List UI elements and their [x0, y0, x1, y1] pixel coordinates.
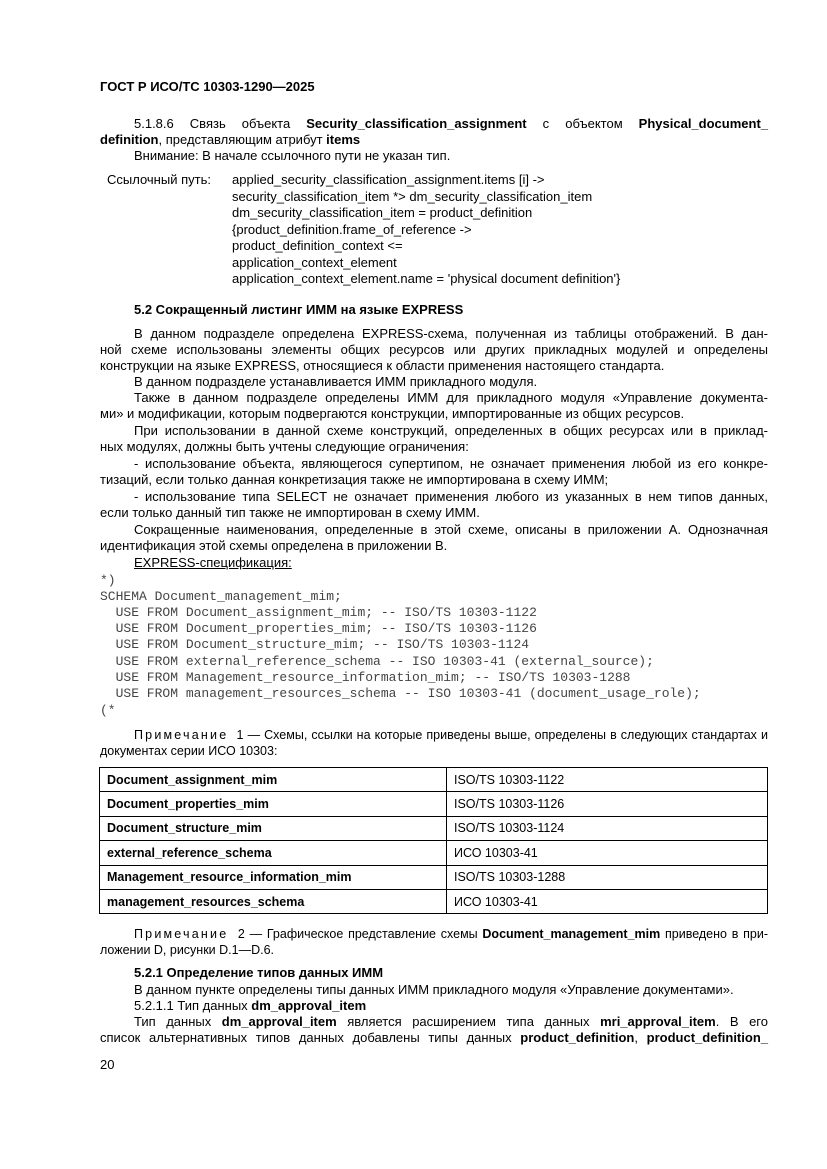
paragraph-line: - использование типа SELECT не означает применения любого из указанных в нем типов данных, — [134, 489, 768, 504]
table-row — [100, 768, 768, 792]
code-line: USE FROM Document_properties_mim; -- ISO/TS 10303-1126 — [100, 621, 537, 636]
section-5-2-heading: 5.2 Сокращенный листинг ИММ на языке EXPRESS — [134, 302, 464, 317]
table-row — [100, 792, 768, 816]
reference-path-line: dm_security_classification_item = product_definition — [232, 205, 533, 220]
paragraph-line: тизаций, если только данная конкретизация также не импортирована в схему ИММ; — [100, 472, 609, 487]
note-1-line1: Примечание 1 — Схемы, ссылки на которые приведены выше, определены в следующих стандартах и — [134, 728, 768, 742]
table-cell-standard: ISO/TS 10303-1288 — [447, 865, 768, 889]
paragraph-line: список альтернативных типов данных добавлены типы данных product_definition, product_definition_ — [100, 1030, 768, 1045]
paragraph-line: Сокращенные наименования, определенные в этой схеме, описаны в приложении А. Однозначная — [134, 522, 768, 537]
clause-5186-line1: 5.1.8.6 Связь объекта Security_classification_assignment с объектом Physical_document_ — [134, 116, 768, 131]
code-line: *) — [100, 573, 116, 588]
paragraph-line: если только данный тип также не импортирован в схему ИММ. — [100, 505, 480, 520]
code-line: (* — [100, 703, 116, 718]
table-cell-schema: external_reference_schema — [100, 841, 447, 865]
express-specification-label: EXPRESS-спецификация: — [134, 555, 292, 570]
table-row — [100, 865, 768, 889]
paragraph-line: В данном пункте определены типы данных ИММ прикладного модуля «Управление документами». — [134, 982, 734, 997]
paragraph-line: Также в данном подразделе определены ИММ для прикладного модуля «Управление документа- — [134, 390, 768, 405]
document-header-title: ГОСТ Р ИСО/ТС 10303-1290—2025 — [100, 79, 315, 94]
reference-path-line: product_definition_context <= — [232, 238, 403, 253]
table-cell-schema: Document_structure_mim — [100, 816, 447, 840]
reference-path-line: application_context_element.name = 'physical document definition'} — [232, 271, 621, 286]
note-2-line2: ложении D, рисунки D.1—D.6. — [100, 943, 275, 957]
table-cell-standard: ИСО 10303-41 — [447, 841, 768, 865]
table-cell-schema: management_resources_schema — [100, 889, 447, 913]
subsection-5-2-1-1-heading: 5.2.1.1 Тип данных dm_approval_item — [134, 998, 367, 1013]
code-line: USE FROM Document_assignment_mim; -- ISO/TS 10303-1122 — [100, 605, 537, 620]
paragraph-line: В данном подразделе устанавливается ИММ прикладного модуля. — [134, 374, 538, 389]
code-line: USE FROM management_resources_schema -- ISO 10303-41 (document_usage_role); — [100, 686, 701, 701]
paragraph-line: ми» и модификации, которым подвергаются конструкции, импортированные из общих ресурсов. — [100, 406, 685, 421]
paragraph-line: При использовании в данной схеме конструкций, определенных в общих ресурсах или в приклад- — [134, 423, 768, 438]
section-5-2-1-heading: 5.2.1 Определение типов данных ИММ — [134, 965, 384, 980]
code-line: USE FROM external_reference_schema -- ISO 10303-41 (external_source); — [100, 654, 654, 669]
table-cell-schema: Document_properties_mim — [100, 792, 447, 816]
paragraph-line: В данном подразделе определена EXPRESS-схема, полученная из таблицы отображений. В дан- — [134, 326, 768, 341]
table-row — [100, 816, 768, 840]
page-number: 20 — [100, 1057, 115, 1072]
paragraph-line: ных модулях, должны быть учтены следующие ограничения: — [100, 439, 469, 454]
table-cell-standard: ISO/TS 10303-1126 — [447, 792, 768, 816]
reference-path-line: {product_definition.frame_of_reference -> — [232, 222, 472, 237]
table-row — [100, 889, 768, 913]
table-cell-standard: ISO/TS 10303-1122 — [447, 768, 768, 792]
clause-5186-line2: definition, представляющим атрибут items — [100, 132, 361, 147]
paragraph-line: Тип данных dm_approval_item является расширением типа данных mri_approval_item. В его — [134, 1014, 768, 1029]
code-line: USE FROM Management_resource_information_mim; -- ISO/TS 10303-1288 — [100, 670, 631, 685]
reference-path-line: applied_security_classification_assignment.items [i] -> — [232, 172, 545, 187]
note-1-line2: документах серии ИСО 10303: — [100, 744, 278, 758]
code-line: SCHEMA Document_management_mim; — [100, 589, 342, 604]
table-row — [100, 841, 768, 865]
paragraph-line: ной схеме использованы элементы общих ресурсов или других прикладных модулей и определены — [100, 342, 768, 357]
code-line: USE FROM Document_structure_mim; -- ISO/TS 10303-1124 — [100, 637, 530, 652]
table-cell-schema: Document_assignment_mim — [100, 768, 447, 792]
table-cell-standard: ИСО 10303-41 — [447, 889, 768, 913]
paragraph-line: конструкции на языке EXPRESS, относящиеся к области применения настоящего стандарта. — [100, 358, 665, 373]
paragraph-line: - использование объекта, являющегося супертипом, не означает применения любой из его конкре- — [134, 456, 768, 471]
note-2-line1: Примечание 2 — Графическое представление схемы Document_management_mim приведено в при- — [134, 927, 768, 941]
schema-reference-table — [99, 767, 768, 914]
reference-path-line: security_classification_item *> dm_security_classification_item — [232, 189, 593, 204]
paragraph-line: идентификация этой схемы определена в приложении В. — [100, 538, 448, 553]
clause-5186-note: Внимание: В начале ссылочного пути не указан тип. — [134, 148, 451, 163]
table-cell-schema: Management_resource_information_mim — [100, 865, 447, 889]
reference-path-label: Ссылочный путь: — [107, 172, 211, 187]
table-cell-standard: ISO/TS 10303-1124 — [447, 816, 768, 840]
reference-path-line: application_context_element — [232, 255, 397, 270]
